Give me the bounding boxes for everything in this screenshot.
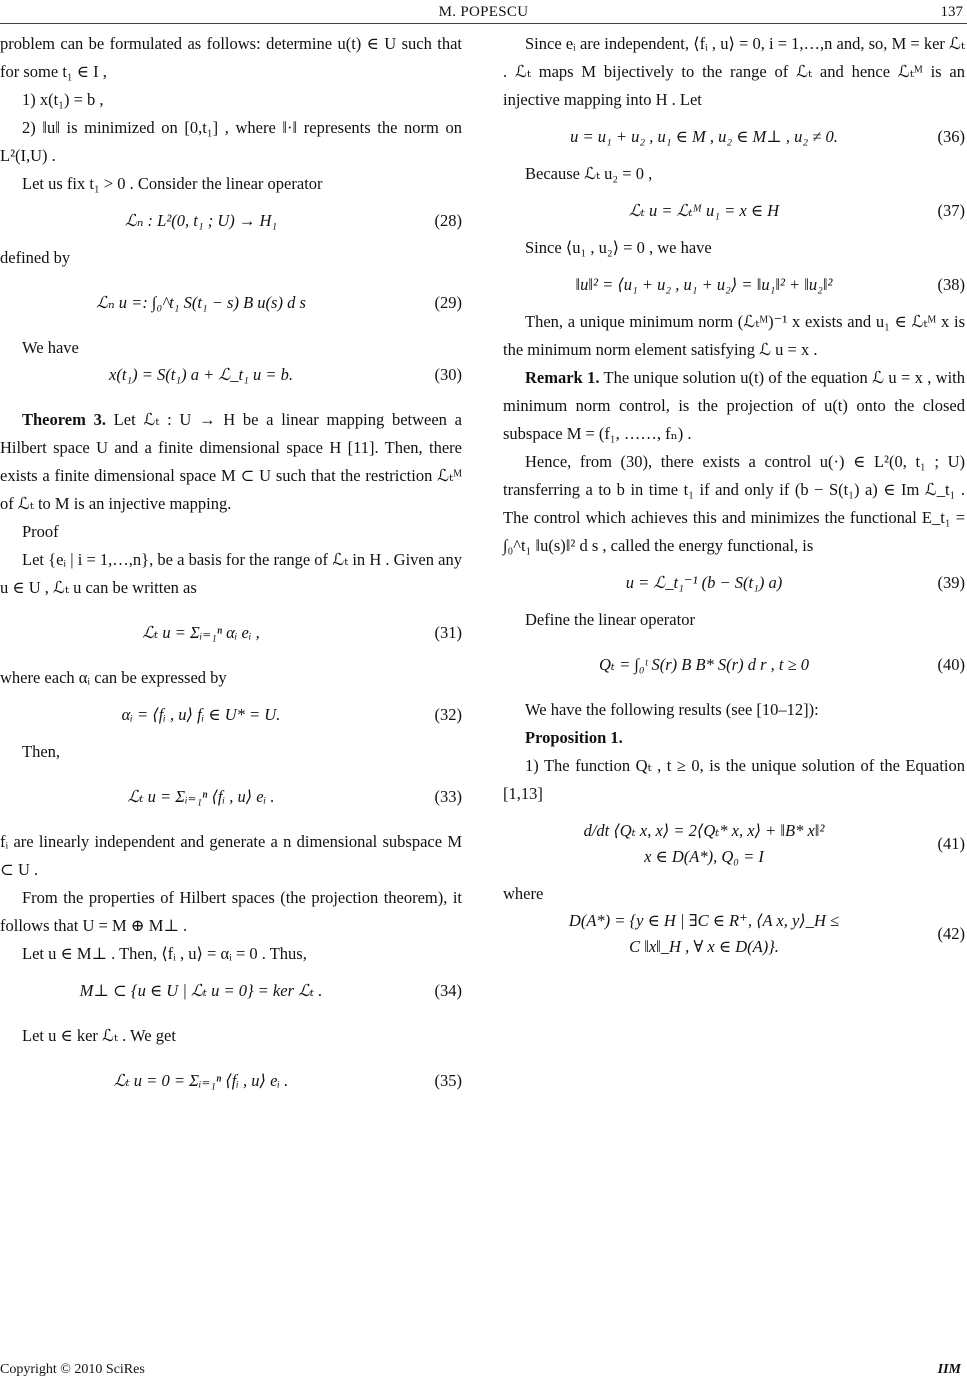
left-column <box>0 30 462 1094</box>
copyright-notice: Copyright © 2010 SciRes <box>0 1362 145 1377</box>
equation-30: x(t₁) = S(t₁) a + ℒ_t₁ u = b. (30) <box>109 365 462 384</box>
equation-41-line-2: x ∈ D(A*), Q₀ = I <box>644 847 764 866</box>
page-header <box>0 4 967 24</box>
page-footer <box>0 1362 967 1382</box>
running-head-author: M. POPESCU <box>438 4 529 20</box>
equation-35: ℒₜ u = 0 = Σᵢ₌₁ⁿ ⟨fᵢ , u⟩ eᵢ . (35) <box>113 1071 462 1090</box>
equation-38: ‖u‖² = ⟨u₁ + u₂ , u₁ + u₂⟩ = ‖u₁‖² + ‖u₂‖² (38) <box>575 275 965 294</box>
equation-39: u = ℒ_t₁⁻¹ (b − S(t₁) a) (39) <box>625 573 965 592</box>
proposition-1-label: Proposition 1. <box>525 728 623 747</box>
equation-41-line-1: d/dt ⟨Qₜ x, x⟩ = 2⟨Qₜ* x, x⟩ + ‖B* x‖² <box>583 821 825 840</box>
equation-29: ℒₙ u =: ∫₀^t₁ S(t₁ − s) B u(s) d s (29) <box>96 293 462 312</box>
paragraph: Because ℒₜ u₂ = 0 , <box>525 164 653 183</box>
right-column <box>503 30 965 960</box>
header-rule <box>0 23 967 24</box>
condition-1: 1) x(t₁) = b , <box>22 90 104 109</box>
proof-label: Proof <box>22 522 59 541</box>
equation-41: d/dt ⟨Qₜ x, x⟩ = 2⟨Qₜ* x, x⟩ + ‖B* x‖² x ∈ D(A*), Q₀ = I (41) <box>503 818 965 870</box>
paragraph: 1) The function Qₜ , t ≥ 0, is the unique solution of the Equation [1,13] <box>503 756 965 803</box>
paragraph: where each αᵢ can be expressed by <box>0 668 227 687</box>
equation-34: M⊥ ⊂ {u ∈ U | ℒₜ u = 0} = ker ℒₜ . (34) <box>79 981 462 1000</box>
equation-42-line-1: D(A*) = {y ∈ H | ∃C ∈ R⁺, ⟨A x, y⟩_H ≤ <box>568 911 840 930</box>
remark-text: The unique solution u(t) of the equation ℒ u = x , with minimum norm control, is the projection of u(t) onto the closed subspace M = (f₁, ……, fₙ) . <box>503 368 965 443</box>
paragraph: Since ⟨u₁ , u₂⟩ = 0 , we have <box>525 238 712 257</box>
paragraph: Then, <box>22 742 61 761</box>
paragraph: Let us fix t₁ > 0 . Consider the linear operator <box>22 174 323 193</box>
equation-37: ℒₜ u = ℒₜᴹ u₁ = x ∈ H (37) <box>628 201 965 220</box>
equation-40: Qₜ = ∫₀ᵗ S(r) B B* S(r) d r , t ≥ 0 (40) <box>598 655 965 674</box>
paragraph: where <box>503 884 544 903</box>
paragraph: Define the linear operator <box>525 610 695 629</box>
condition-2: 2) ‖u‖ is minimized on [0,t₁] , where ‖·‖ represents the norm on L²(I,U) . <box>0 118 462 165</box>
theorem-label: Theorem 3. <box>22 410 106 429</box>
paragraph: Hence, from (30), there exists a control u(·) ∈ L²(0, t₁ ; U) transferring a to b in time t₁ if and only if (b − S(t₁) a) ∈ Im ℒ_t₁ . The control which achieves this and minimizes the functional E_t₁ = ∫₀^t₁ ‖u(s)‖² d s , called the energy functional, is <box>503 452 965 555</box>
paragraph: fᵢ are linearly independent and generate a n dimensional subspace M ⊂ U . <box>0 832 462 879</box>
equation-28: ℒₙ : L²(0, t₁ ; U) → H₁ (28) <box>124 211 462 230</box>
paragraph: Since eᵢ are independent, ⟨fᵢ , u⟩ = 0, i = 1,…,n and, so, M = ker ℒₜ . ℒₜ maps M bijectively to the range of ℒₜ and hence ℒₜᴹ is an injective mapping into H . Let <box>503 34 965 109</box>
paragraph: Then, a unique minimum norm (ℒₜᴹ)⁻¹ x exists and u₁ ∈ ℒₜᴹ x is the minimum norm element satisfying ℒ u = x . <box>503 312 965 359</box>
equation-36: u = u₁ + u₂ , u₁ ∈ M , u₂ ∈ M⊥ , u₂ ≠ 0. (36) <box>570 127 965 146</box>
paragraph: From the properties of Hilbert spaces (the projection theorem), it follows that U = M ⊕ M⊥ . <box>0 888 462 935</box>
equation-33: ℒₜ u = Σᵢ₌₁ⁿ ⟨fᵢ , u⟩ eᵢ . (33) <box>127 787 462 806</box>
journal-abbrev: IIM <box>937 1362 961 1377</box>
paragraph: Let u ∈ ker ℒₜ . We get <box>22 1026 176 1045</box>
paragraph: Let {eᵢ | i = 1,…,n}, be a basis for the range of ℒₜ in H . Given any u ∈ U , ℒₜ u can be written as <box>0 550 462 597</box>
equation-31: ℒₜ u = Σᵢ₌₁ⁿ αᵢ eᵢ , (31) <box>142 623 462 642</box>
equation-32: αᵢ = ⟨fᵢ , u⟩ fᵢ ∈ U* = U. (32) <box>121 705 462 724</box>
remark-label: Remark 1. <box>525 368 600 387</box>
paragraph: problem can be formulated as follows: determine u(t) ∈ U such that for some t₁ ∈ I , <box>0 34 462 81</box>
paragraph: We have <box>22 338 79 357</box>
equation-42-line-2: C ‖x‖_H , ∀ x ∈ D(A)}. <box>629 937 779 956</box>
remark-1 <box>503 364 965 448</box>
equation-42: D(A*) = {y ∈ H | ∃C ∈ R⁺, ⟨A x, y⟩_H ≤ C ‖x‖_H , ∀ x ∈ D(A)}. (42) <box>503 908 965 960</box>
page-number: 137 <box>940 4 963 20</box>
theorem-text: Let ℒₜ : U → H be a linear mapping between a Hilbert space U and a finite dimensional space H [11]. Then, there exists a finite dimensional space M ⊂ U such that the restriction ℒₜᴹ of ℒₜ to M is an injective mapping. <box>0 410 462 513</box>
paragraph: defined by <box>0 248 71 267</box>
theorem-3 <box>0 406 462 518</box>
paragraph: Let u ∈ M⊥ . Then, ⟨fᵢ , u⟩ = αᵢ = 0 . Thus, <box>22 944 307 963</box>
paragraph: We have the following results (see [10–12]): <box>525 700 819 719</box>
